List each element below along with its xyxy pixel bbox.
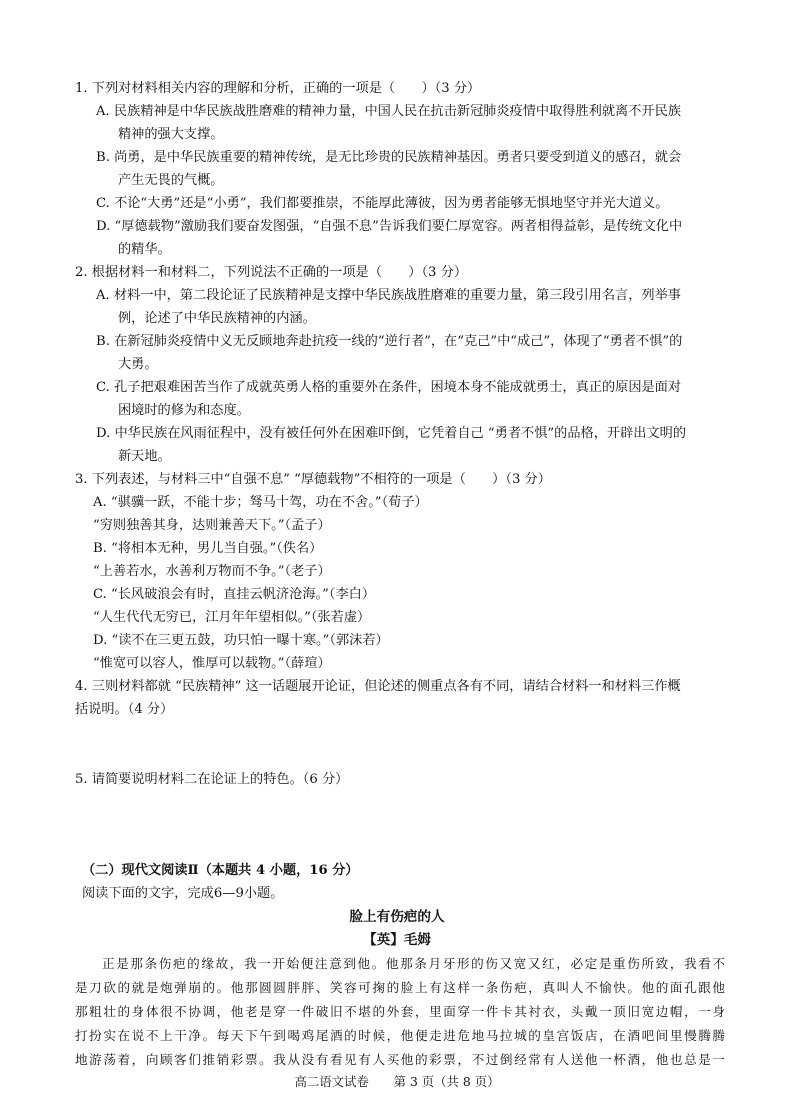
q1-option-c: C. 不论“大勇”还是“小勇”，我们都要推崇，不能厚此薄彼，因为勇者能够无惧地坚守并光大道义。 (96, 196, 669, 211)
passage-title: 脸上有伤疤的人 (349, 909, 445, 925)
q2-option-a-line2: 例，论述了中华民族精神的内涵。 (118, 311, 316, 326)
q1-option-a-line1: A. 民族精神是中华民族战胜磨难的精神力量，中国人民在抗击新冠肺炎疫情中取得胜利就离不开民族 (96, 104, 681, 119)
q2-option-c-line2: 困境时的修为和态度。 (118, 403, 250, 418)
q2-stem: 2. 根据材料一和材料二，下列说法不正确的一项是（ ）（3 分） (75, 265, 468, 280)
q1-stem: 1. 下列对材料相关内容的理解和分析，正确的一项是（ ）（3 分） (75, 81, 481, 96)
q3-option-c-line1: C. “长风破浪会有时，直挂云帆济沧海。”（李白） (93, 587, 376, 602)
q2-option-a-line1: A. 材料一中，第二段论证了民族精神是支撑中华民族战胜磨难的重要力量，第三段引用名言，列举事 (96, 288, 681, 303)
page-footer: 高二语文试卷 第 3 页（共 8 页） (294, 1074, 500, 1089)
q2-option-c-line1: C. 孔子把艰难困苦当作了成就英勇人格的重要外在条件，困境本身不能成就勇士，真正的原因是面对 (96, 380, 682, 395)
q3-option-d-line2: “惟宽可以容人，惟厚可以载物。”（薛瑄） (93, 656, 331, 671)
passage-author: 【英】毛姆 (363, 932, 431, 948)
q3-option-c-line2: “人生代代无穷已，江月年年望相似。”（张若虚） (93, 610, 371, 625)
q2-option-b-line1: B. 在新冠肺炎疫情中义无反顾地奔赴抗疫一线的“逆行者”，在“克己”中“成己”，体现了“勇者不惧”的 (96, 334, 683, 349)
q4-stem-line2: 括说明。（4 分） (75, 702, 174, 717)
passage-line: 地游荡着，向顾客们推销彩票。我从没有看见有人买他的彩票，不过倒经常有人送他一杯酒，他也总是一 (75, 1052, 725, 1067)
q4-stem-line1: 4. 三则材料都就 “民族精神” 这一话题展开论证，但论述的侧重点各有不同，请结合材料一和材料三作概 (75, 679, 681, 694)
q3-option-b-line2: “上善若水，水善利万物而不争。”（老子） (93, 564, 331, 579)
q1-option-a-line2: 精神的强大支撑。 (118, 127, 224, 142)
section-instruction: 阅读下面的文字，完成6—9小题。 (82, 886, 284, 901)
q3-option-d-line1: D. “读不在三更五鼓，功只怕一曝十寒。”（郭沫若） (93, 633, 389, 648)
q1-option-d-line1: D. “厚德载物”激励我们要奋发图强，“自强不息”告诉我们要仁厚宽容。两者相得益彰，是传统文化中 (96, 219, 683, 234)
q1-option-d-line2: 的精华。 (118, 242, 171, 257)
q1-option-b-line1: B. 尚勇，是中华民族重要的精神传统，是无比珍贵的民族精神基因。勇者只要受到道义的感召，就会 (96, 150, 682, 165)
q5-stem: 5. 请简要说明材料二在论证上的特色。（6 分） (75, 772, 349, 787)
q2-option-d-line2: 新天地。 (118, 449, 171, 464)
q1-option-b-line2: 产生无畏的气概。 (118, 173, 224, 188)
passage-line: 那粗壮的身体很不协调，他老是穿一件破旧不堪的外套，里面穿一件卡其衬衣，头戴一顶旧宽边帽，一身 (75, 1004, 725, 1019)
q3-option-a-line2: “穷则独善其身，达则兼善天下。”（孟子） (93, 518, 331, 533)
q2-option-b-line2: 大勇。 (118, 357, 158, 372)
section-heading: （二）现代文阅读Ⅱ（本题共 4 小题，16 分） (82, 863, 359, 878)
q3-option-b-line1: B. “将相本无种，男儿当自强。”（佚名） (93, 541, 323, 556)
q3-option-a-line1: A. “骐骥一跃，不能十步；驽马十驾，功在不舍。”（荀子） (93, 495, 428, 510)
q3-stem: 3. 下列表述，与材料三中“自强不息” “厚德载物”不相符的一项是（ ）（3 分） (75, 472, 551, 487)
passage-line: 打扮实在说不上干净。每天下午到喝鸡尾酒的时候，他便走进危地马拉城的皇宫饭店，在酒吧间里慢腾腾 (75, 1028, 725, 1043)
passage-line: 是刀砍的就是炮弹崩的。他那圆圆胖胖、笑容可掬的脸上有这样一条伤疤，真叫人不愉快。他的面孔跟他 (75, 980, 725, 995)
passage-line: 正是那条伤疤的缘故，我一开始便注意到他。他那条月牙形的伤又宽又红，必定是重伤所致，我看不 (102, 956, 725, 971)
q2-option-d-line1: D. 中华民族在风雨征程中，没有被任何外在困难吓倒，它凭着自己 “勇者不惧”的品格，开辟出文明的 (96, 426, 687, 441)
